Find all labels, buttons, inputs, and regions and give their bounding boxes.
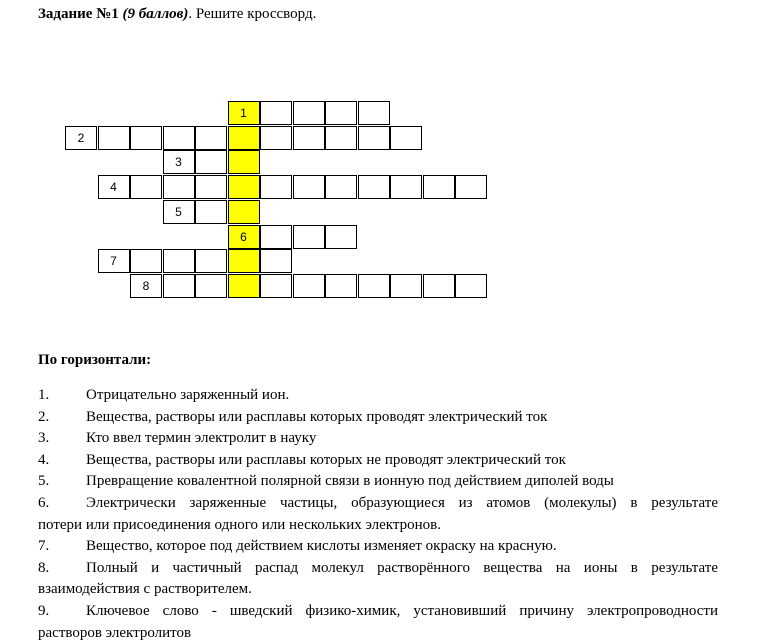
crossword-cell[interactable]	[195, 150, 227, 174]
crossword-cell[interactable]	[293, 274, 325, 298]
crossword-cell[interactable]	[65, 126, 97, 150]
across-clues	[38, 385, 718, 644]
crossword-cell[interactable]	[98, 175, 130, 199]
crossword-cell[interactable]	[163, 200, 195, 224]
clue-text: Ключевое слово - шведский физико-химик, установивший причину электропроводности	[86, 602, 718, 619]
crossword-row-number: 2	[77, 130, 85, 145]
crossword-cell[interactable]	[163, 274, 195, 298]
crossword-cell[interactable]	[260, 249, 292, 273]
crossword-cell[interactable]	[260, 225, 292, 249]
clue-2	[38, 407, 718, 429]
clue-number: 2.	[38, 408, 50, 425]
clue-number: 8.	[38, 559, 50, 576]
task-points: (9 баллов)	[122, 6, 189, 22]
crossword-cell[interactable]	[293, 126, 325, 150]
crossword-cell[interactable]	[325, 274, 357, 298]
crossword-row-number: 8	[142, 278, 150, 293]
crossword-cell[interactable]	[423, 274, 455, 298]
crossword-cell[interactable]	[358, 274, 390, 298]
crossword-cell[interactable]	[260, 126, 292, 150]
crossword-cell[interactable]	[455, 175, 487, 199]
crossword-cell[interactable]	[325, 126, 357, 150]
crossword-cell[interactable]	[325, 225, 357, 249]
clue-number: 1.	[38, 387, 50, 403]
clue-9	[38, 601, 718, 623]
task-label: Задание №1	[38, 6, 119, 22]
crossword-row-number: 3	[175, 155, 182, 170]
clue-continuation: потери или присоединения одного или нескольких электронов.	[38, 516, 441, 533]
crossword-key-cell[interactable]	[228, 150, 260, 174]
crossword-row-number: 6	[240, 229, 247, 244]
crossword-cell[interactable]	[358, 126, 390, 150]
crossword-cell[interactable]	[390, 126, 422, 150]
crossword-cell[interactable]	[163, 150, 195, 174]
clue-7	[38, 536, 718, 558]
clue-text: Кто ввел термин электролит в науку	[86, 430, 317, 447]
crossword-cell[interactable]	[260, 101, 292, 125]
clue-text: Полный и частичный распад молекул растворённого вещества на ионы в результате	[86, 559, 718, 576]
crossword-cell[interactable]	[163, 175, 195, 199]
clue-text: Вещества, растворы или расплавы которых не проводят электрический ток	[86, 451, 566, 468]
clue-number: 9.	[38, 602, 50, 619]
crossword-cell[interactable]	[130, 249, 162, 273]
clue-text: Превращение ковалентной полярной связи в ионную под действием диполей воды	[86, 473, 614, 490]
crossword-key-cell[interactable]	[228, 225, 260, 249]
crossword-row-number: 5	[175, 204, 182, 219]
crossword-key-cell[interactable]	[228, 200, 260, 224]
crossword-cell[interactable]	[293, 175, 325, 199]
crossword-key-cell[interactable]	[228, 249, 260, 273]
crossword-cell[interactable]	[423, 175, 455, 199]
crossword-cell[interactable]	[325, 175, 357, 199]
clue-continuation: взаимодействия с растворителем.	[38, 581, 252, 598]
clue-1	[38, 385, 718, 407]
crossword-cell[interactable]	[130, 175, 162, 199]
clue-4	[38, 450, 718, 472]
crossword-key-cell[interactable]	[228, 101, 260, 125]
task-instruction: . Решите кроссворд.	[188, 6, 317, 22]
clue-number: 4.	[38, 451, 50, 468]
crossword-cell[interactable]	[358, 101, 390, 125]
crossword-cell[interactable]	[260, 175, 292, 199]
crossword-cell[interactable]	[195, 126, 227, 150]
across-heading: По горизонтали:	[38, 352, 152, 368]
crossword-cell[interactable]	[195, 274, 227, 298]
clue-number: 6.	[38, 494, 50, 511]
crossword-cell[interactable]	[195, 200, 227, 224]
clue-5	[38, 471, 718, 493]
crossword-key-cell[interactable]	[228, 274, 260, 298]
crossword-cell[interactable]	[390, 175, 422, 199]
clue-text: Вещества, растворы или расплавы которых проводят электрический ток	[86, 408, 548, 425]
crossword-key-cell[interactable]	[228, 126, 260, 150]
crossword-cell[interactable]	[98, 249, 130, 273]
crossword-cell[interactable]	[325, 101, 357, 125]
clue-text: Отрицательно заряженный ион.	[86, 387, 290, 403]
clue-number: 3.	[38, 430, 50, 447]
crossword-cell[interactable]	[130, 274, 162, 298]
clue-text: Вещество, которое под действием кислоты изменяет окраску на красную.	[86, 538, 557, 555]
clue-number: 7.	[38, 538, 50, 555]
clue-number: 5.	[38, 473, 50, 490]
crossword-key-cell[interactable]	[228, 175, 260, 199]
crossword-cell[interactable]	[130, 126, 162, 150]
crossword-cell[interactable]	[98, 126, 130, 150]
crossword-cell[interactable]	[358, 175, 390, 199]
crossword-cell[interactable]	[195, 249, 227, 273]
crossword-row-number: 1	[240, 106, 247, 120]
clue-6	[38, 493, 718, 515]
crossword-cell[interactable]	[293, 101, 325, 125]
crossword-cell[interactable]	[390, 274, 422, 298]
crossword-cell[interactable]	[195, 175, 227, 199]
crossword-cell[interactable]	[455, 274, 487, 298]
crossword-row-number: 7	[110, 254, 117, 269]
clue-text: Электрически заряженные частицы, образующиеся из атомов (молекулы) в результате	[86, 494, 718, 511]
crossword-cell[interactable]	[163, 126, 195, 150]
clue-continuation: растворов электролитов	[38, 624, 192, 641]
crossword-cell[interactable]	[293, 225, 325, 249]
clue-8	[38, 558, 718, 580]
crossword-grid	[0, 0, 757, 320]
crossword-cell[interactable]	[260, 274, 292, 298]
crossword-cell[interactable]	[163, 249, 195, 273]
clue-3	[38, 428, 718, 450]
crossword-row-number: 4	[110, 180, 117, 195]
